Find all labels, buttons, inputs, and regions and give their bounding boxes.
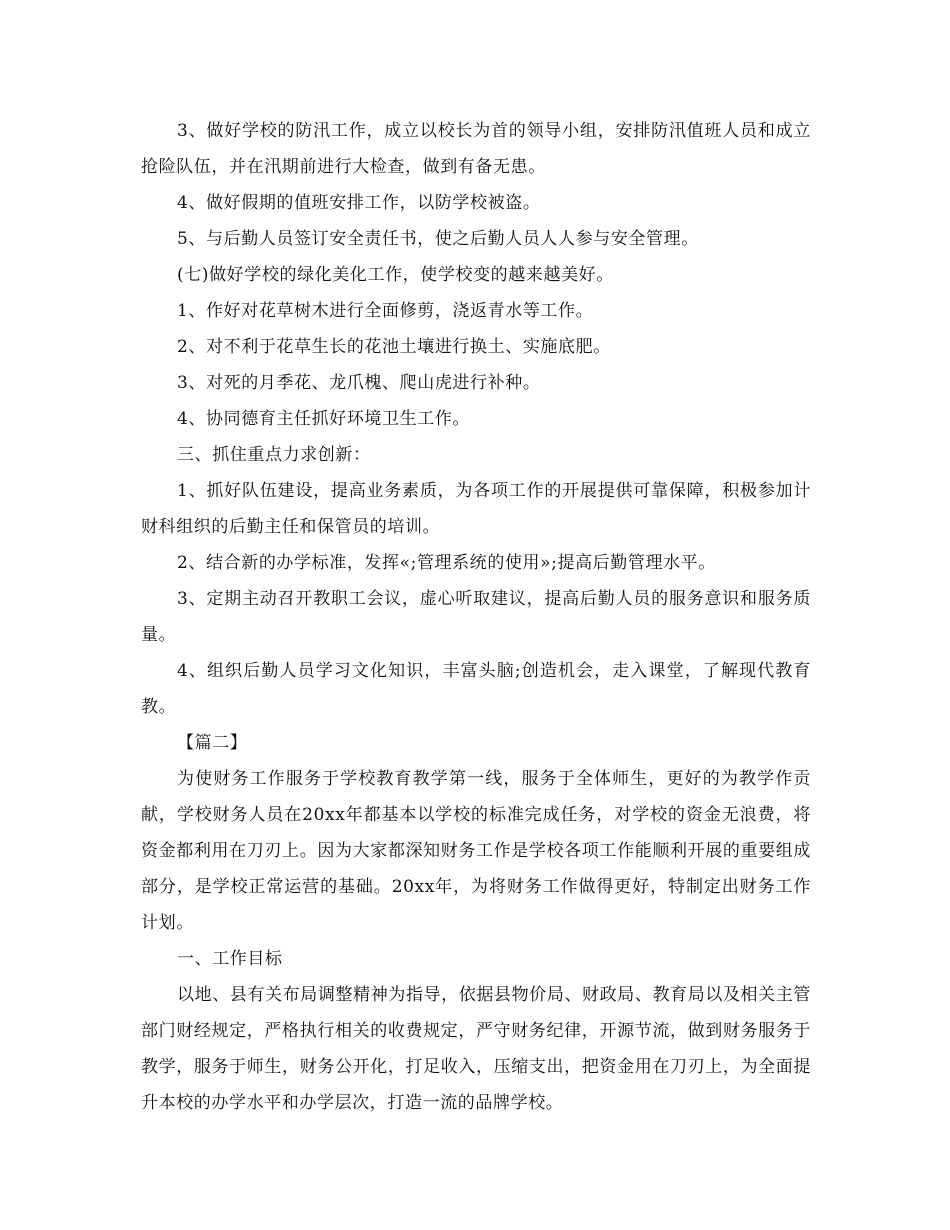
paragraph-soil: 2、对不利于花草生长的花池土壤进行换土、实施底肥。 bbox=[177, 337, 611, 357]
paragraph-staff-learning: 4、组织后勤人员学习文化知识，丰富头脑;创造机会，走入课堂，了解现代教育教。 bbox=[141, 661, 811, 717]
paragraph-team-building: 1、抓好队伍建设，提高业务素质，为各项工作的开展提供可靠保障，积极参加计财科组织的后勤主任和保管员的培训。 bbox=[141, 481, 811, 537]
paragraph-finance-intro: 为使财务工作服务于学校教育教学第一线，服务于全体师生，更好的为教学作贡献，学校财务人员在20xx年都基本以学校的标准完成任务，对学校的资金无浪费，将资金都利用在刀刃上。因为大家都深知财务工作是学校各项工作能顺利开展的重要组成部分，是学校正常运营的基础。20xx年，为将财务工作做得更好，特制定出财务工作计划。 bbox=[141, 769, 811, 933]
paragraph-safety-responsibility: 5、与后勤人员签订安全责任书，使之后勤人员人人参与安全管理。 bbox=[177, 229, 699, 249]
paragraph-work-goals: 以地、县有关布局调整精神为指导，依据县物价局、财政局、教育局以及相关主管部门财经规定，严格执行相关的收费规定，严守财务纪律，开源节流，做到财务服务于教学，服务于师生，财务公开化，打足收入，压缩支出，把资金用在刀刃上，为全面提升本校的办学水平和办学层次，打造一流的品牌学校。 bbox=[141, 985, 811, 1113]
paragraph-trimming: 1、作好对花草树木进行全面修剪，浇返青水等工作。 bbox=[177, 301, 594, 321]
paragraph-environment: 4、协同德育主任抓好环境卫生工作。 bbox=[177, 409, 471, 429]
document-body bbox=[141, 113, 811, 1121]
section-heading-work-goals: 一、工作目标 bbox=[177, 949, 283, 969]
paragraph-holiday-duty: 4、做好假期的值班安排工作，以防学校被盗。 bbox=[177, 193, 541, 213]
section-heading-innovation: 三、抓住重点力求创新： bbox=[177, 445, 371, 465]
section-marker-part-two: 【篇二】 bbox=[177, 733, 248, 753]
paragraph-replanting: 3、对死的月季花、龙爪槐、爬山虎进行补种。 bbox=[177, 373, 541, 393]
paragraph-standards: 2、结合新的办学标准，发挥«;管理系统的使用»;提高后勤管理水平。 bbox=[177, 553, 716, 573]
paragraph-greening-heading: (七)做好学校的绿化美化工作，使学校变的越来越美好。 bbox=[177, 265, 614, 285]
paragraph-staff-meeting: 3、定期主动召开教职工会议，虚心听取建议，提高后勤人员的服务意识和服务质量。 bbox=[141, 589, 811, 645]
paragraph-flood-prevention: 3、做好学校的防汛工作，成立以校长为首的领导小组，安排防汛值班人员和成立抢险队伍，并在汛期前进行大检查，做到有备无患。 bbox=[141, 121, 811, 177]
